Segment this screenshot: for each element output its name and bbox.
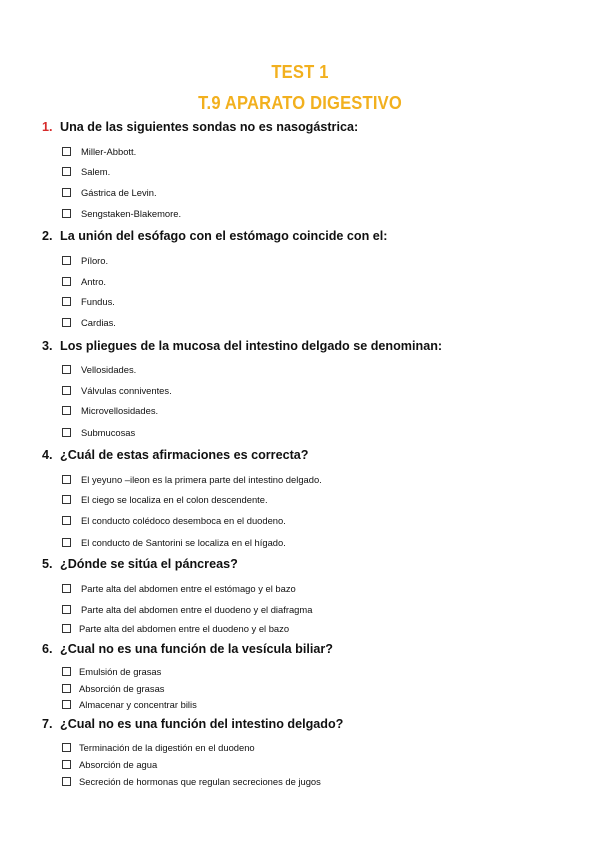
checkbox[interactable] — [62, 700, 71, 709]
option-4c[interactable] — [62, 515, 286, 526]
option-6b[interactable] — [62, 683, 164, 694]
page-title: TEST 1 — [271, 62, 329, 82]
checkbox[interactable] — [62, 256, 71, 265]
checkbox[interactable] — [62, 538, 71, 547]
question-4 — [42, 448, 309, 462]
question-7 — [42, 717, 343, 731]
question-text: ¿Cual no es una función del intestino delgado? — [60, 717, 344, 731]
option-6c[interactable] — [62, 699, 197, 710]
option-3d[interactable] — [62, 427, 135, 438]
page-subtitle: T.9 APARATO DIGESTIVO — [198, 93, 402, 113]
option-label: Absorción de grasas — [79, 683, 165, 694]
checkbox[interactable] — [62, 318, 71, 327]
option-label: Sengstaken-Blakemore. — [81, 208, 182, 219]
option-label: Cardias. — [81, 317, 116, 328]
option-label: El conducto colédoco desemboca en el duodeno. — [81, 515, 286, 526]
option-label: El yeyuno –ileon es la primera parte del intestino delgado. — [81, 474, 322, 485]
question-text: Una de las siguientes sondas no es nasogástrica: — [60, 120, 359, 134]
checkbox[interactable] — [62, 406, 71, 415]
option-label: Terminación de la digestión en el duodeno — [79, 742, 255, 753]
question-text: La unión del esófago con el estómago coincide con el: — [60, 229, 388, 243]
option-label: Submucosas — [81, 427, 136, 438]
question-text: Los pliegues de la mucosa del intestino delgado se denominan: — [60, 339, 443, 353]
option-label: Secreción de hormonas que regulan secreciones de jugos — [79, 776, 321, 787]
question-text: ¿Cual no es una función de la vesícula biliar? — [60, 642, 333, 656]
question-number: 1. — [42, 120, 53, 134]
option-2a[interactable] — [62, 255, 108, 266]
question-3 — [42, 339, 442, 353]
option-5a[interactable] — [62, 583, 296, 594]
option-label: Emulsión de grasas — [79, 666, 162, 677]
checkbox[interactable] — [62, 167, 71, 176]
question-number: 7. — [42, 717, 53, 731]
option-7c[interactable] — [62, 776, 321, 787]
question-number: 6. — [42, 642, 53, 656]
option-1c[interactable] — [62, 187, 157, 198]
question-5 — [42, 557, 238, 571]
question-6 — [42, 642, 333, 656]
option-2d[interactable] — [62, 317, 116, 328]
question-text: ¿Cuál de estas afirmaciones es correcta? — [60, 448, 309, 462]
question-number: 3. — [42, 339, 53, 353]
option-label: El conducto de Santorini se localiza en el hígado. — [81, 537, 286, 548]
option-2c[interactable] — [62, 296, 115, 307]
option-label: Vellosidades. — [81, 364, 137, 375]
option-1a[interactable] — [62, 146, 136, 157]
option-3a[interactable] — [62, 364, 136, 375]
checkbox[interactable] — [62, 584, 71, 593]
option-3b[interactable] — [62, 385, 172, 396]
option-label: Antro. — [81, 276, 107, 287]
option-label: Miller-Abbott. — [81, 146, 137, 157]
option-7a[interactable] — [62, 742, 255, 753]
option-label: Parte alta del abdomen entre el estómago y el bazo — [81, 583, 296, 594]
checkbox[interactable] — [62, 495, 71, 504]
question-2 — [42, 229, 388, 243]
option-label: Salem. — [81, 166, 111, 177]
checkbox[interactable] — [62, 365, 71, 374]
option-1d[interactable] — [62, 208, 181, 219]
option-2b[interactable] — [62, 276, 106, 287]
option-4a[interactable] — [62, 474, 322, 485]
question-number: 2. — [42, 229, 53, 243]
option-label: Parte alta del abdomen entre el duodeno y el diafragma — [81, 604, 313, 615]
question-number: 5. — [42, 557, 53, 571]
checkbox[interactable] — [62, 516, 71, 525]
option-label: Microvellosidades. — [81, 405, 159, 416]
option-label: Válvulas conniventes. — [81, 385, 172, 396]
option-label: Absorción de agua — [79, 759, 158, 770]
checkbox[interactable] — [62, 743, 71, 752]
checkbox[interactable] — [62, 277, 71, 286]
option-7b[interactable] — [62, 759, 157, 770]
checkbox[interactable] — [62, 777, 71, 786]
checkbox[interactable] — [62, 188, 71, 197]
checkbox[interactable] — [62, 605, 71, 614]
checkbox[interactable] — [62, 624, 71, 633]
option-label: Almacenar y concentrar bilis — [79, 699, 197, 710]
option-label: Píloro. — [81, 255, 109, 266]
option-5c[interactable] — [62, 623, 289, 634]
option-label: El ciego se localiza en el colon descendente. — [81, 494, 268, 505]
checkbox[interactable] — [62, 297, 71, 306]
option-1b[interactable] — [62, 166, 110, 177]
checkbox[interactable] — [62, 428, 71, 437]
option-5b[interactable] — [62, 604, 312, 615]
option-6a[interactable] — [62, 666, 161, 677]
option-label: Gástrica de Levin. — [81, 187, 157, 198]
option-label: Fundus. — [81, 296, 115, 307]
option-4d[interactable] — [62, 537, 286, 548]
option-label: Parte alta del abdomen entre el duodeno y el bazo — [79, 623, 290, 634]
checkbox[interactable] — [62, 684, 71, 693]
question-number: 4. — [42, 448, 53, 462]
checkbox[interactable] — [62, 475, 71, 484]
checkbox[interactable] — [62, 667, 71, 676]
checkbox[interactable] — [62, 147, 71, 156]
checkbox[interactable] — [62, 386, 71, 395]
question-1 — [42, 120, 358, 134]
checkbox[interactable] — [62, 760, 71, 769]
question-text: ¿Dónde se sitúa el páncreas? — [60, 557, 238, 571]
checkbox[interactable] — [62, 209, 71, 218]
option-3c[interactable] — [62, 405, 158, 416]
option-4b[interactable] — [62, 494, 268, 505]
